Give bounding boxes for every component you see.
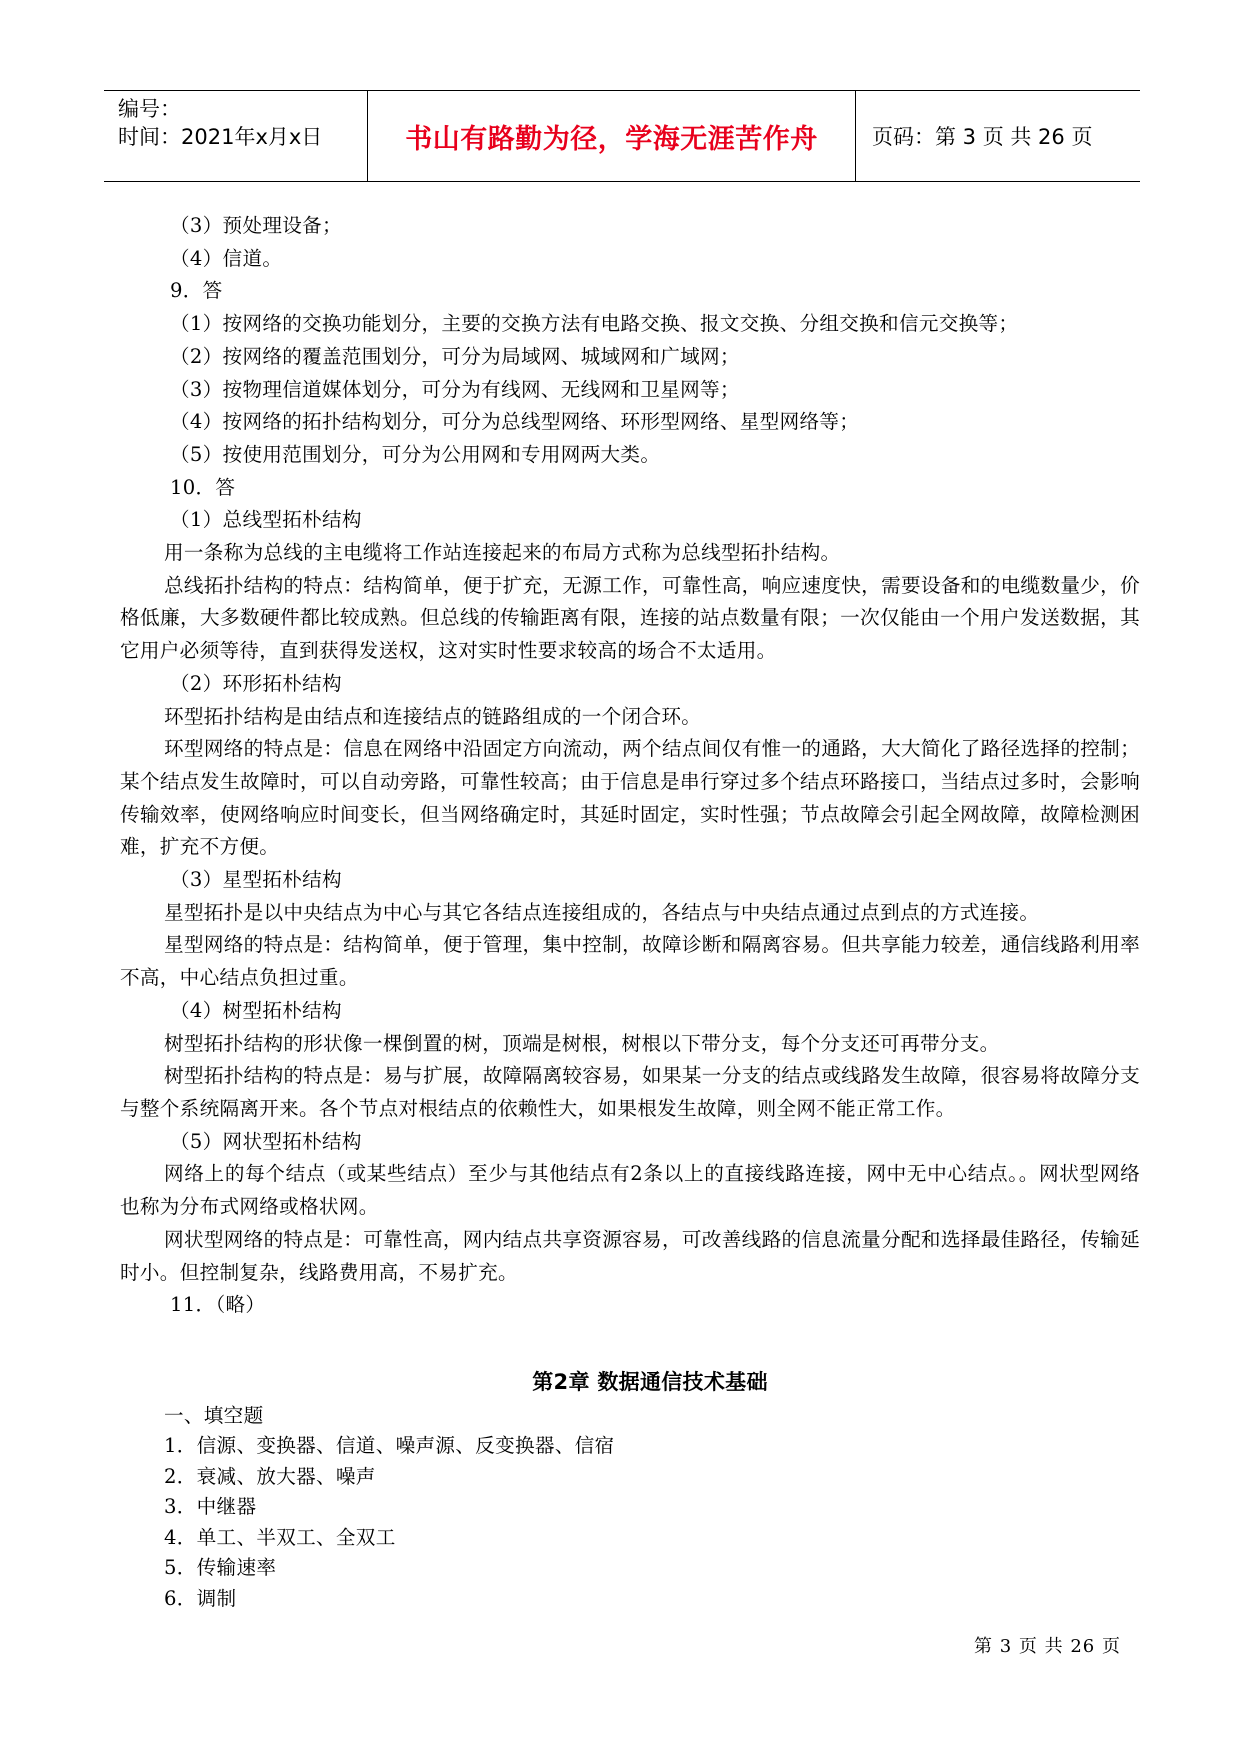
text-line: （3）按物理信道媒体划分，可分为有线网、无线网和卫星网等；: [170, 377, 740, 401]
header-meta: [104, 91, 368, 181]
text-line: 10．答: [170, 475, 236, 499]
text-line: （1）总线型拓朴结构: [170, 508, 362, 532]
list-item: 2．衰减、放大器、噪声: [164, 1464, 376, 1488]
paragraph: 总线拓扑结构的特点：结构简单，便于扩充，无源工作，可靠性高，响应速度快，需要设备和的电缆数量少，价格低廉，大多数硬件都比较成熟。但总线的传输距离有限，连接的站点数量有限；一次仅能由一个用户发送数据，其它用户必须等待，直到获得发送权，这对实时性要求较高的场合不太适用。: [120, 573, 1140, 663]
text-line: 用一条称为总线的主电缆将工作站连接起来的布局方式称为总线型拓扑结构。: [164, 541, 841, 565]
paragraph: 网络上的每个结点（或某些结点）至少与其他结点有2条以上的直接线路连接，网中无中心结点。。网状型网络也称为分布式网络或格状网。: [120, 1162, 1140, 1219]
header-motto-cell: [368, 91, 856, 181]
text-line: 树型拓扑结构的形状像一棵倒置的树，顶端是树根，树根以下带分支，每个分支还可再带分支。: [164, 1031, 1000, 1055]
chapter-title: 第2章 数据通信技术基础: [532, 1369, 768, 1394]
text-line: （2）环形拓朴结构: [170, 671, 342, 695]
text-line: （4）信道。: [170, 246, 283, 270]
text-line: 9．答: [170, 279, 223, 303]
header-page-cell: [856, 91, 1140, 181]
header-time-label: 时间：2021年x月x日: [118, 125, 323, 149]
text-line: （4）按网络的拓扑结构划分，可分为总线型网络、环形型网络、星型网络等；: [170, 410, 860, 434]
chapter-list: [120, 1401, 1140, 1615]
text-line: （2）按网络的覆盖范围划分，可分为局域网、城域网和广域网；: [170, 344, 740, 368]
text-line: （5）网状型拓朴结构: [170, 1129, 362, 1153]
text-line: 11．（略）: [170, 1293, 266, 1317]
text-line: （3）星型拓朴结构: [170, 868, 342, 892]
page-footer: 第 3 页 共 26 页: [974, 1636, 1121, 1657]
text-line: （1）按网络的交换功能划分，主要的交换方法有电路交换、报文交换、分组交换和信元交换等；: [170, 312, 1019, 336]
text-line: （3）预处理设备；: [170, 214, 342, 237]
section-heading: 一、填空题: [164, 1403, 264, 1427]
header-page-label: 页码：第 3 页 共 26 页: [872, 125, 1093, 149]
list-item: 6．调制: [164, 1586, 237, 1610]
paragraph: 树型拓扑结构的特点是：易与扩展，故障隔离较容易，如果某一分支的结点或线路发生故障，很容易将故障分支与整个系统隔离开来。各个节点对根结点的依赖性大，如果根发生故障，则全网不能正常工作。: [120, 1064, 1140, 1120]
paragraph: 星型网络的特点是：结构简单，便于管理，集中控制，故障诊断和隔离容易。但共享能力较差，通信线路利用率不高，中心结点负担过重。: [120, 933, 1140, 990]
page-header: [104, 90, 1140, 182]
text-line: 环型拓扑结构是由结点和连接结点的链路组成的一个闭合环。: [164, 704, 702, 728]
paragraph: 环型网络的特点是：信息在网络中沿固定方向流动，两个结点间仅有惟一的通路，大大简化了路径选择的控制；某个结点发生故障时，可以自动旁路，可靠性较高；由于信息是串行穿过多个结点环路接口，当结点过多时，会影响传输效率，使网络响应时间变长，但当网络确定时，其延时固定，实时性强；节点故障会引起全网故障，故障检测困难，扩充不方便。: [120, 737, 1140, 859]
list-item: 3．中继器: [164, 1495, 257, 1519]
list-item: 1．信源、变换器、信道、噪声源、反变换器、信宿: [164, 1434, 615, 1458]
text-line: （4）树型拓朴结构: [170, 998, 342, 1022]
document-body: [120, 210, 1140, 1614]
text-line: 星型拓扑是以中央结点为中心与其它各结点连接组成的，各结点与中央结点通过点到点的方式连接。: [164, 900, 1040, 924]
header-number-label: 编号：: [118, 97, 181, 121]
list-item: 4．单工、半双工、全双工: [164, 1525, 396, 1549]
text-line: （5）按使用范围划分，可分为公用网和专用网两大类。: [170, 442, 661, 466]
list-item: 5．传输速率: [164, 1556, 277, 1580]
paragraph: 网状型网络的特点是：可靠性高，网内结点共享资源容易，可改善线路的信息流量分配和选择最佳路径，传输延时小。但控制复杂，线路费用高，不易扩充。: [120, 1227, 1140, 1284]
header-motto: 书山有路勤为径，学海无涯苦作舟: [405, 123, 818, 155]
